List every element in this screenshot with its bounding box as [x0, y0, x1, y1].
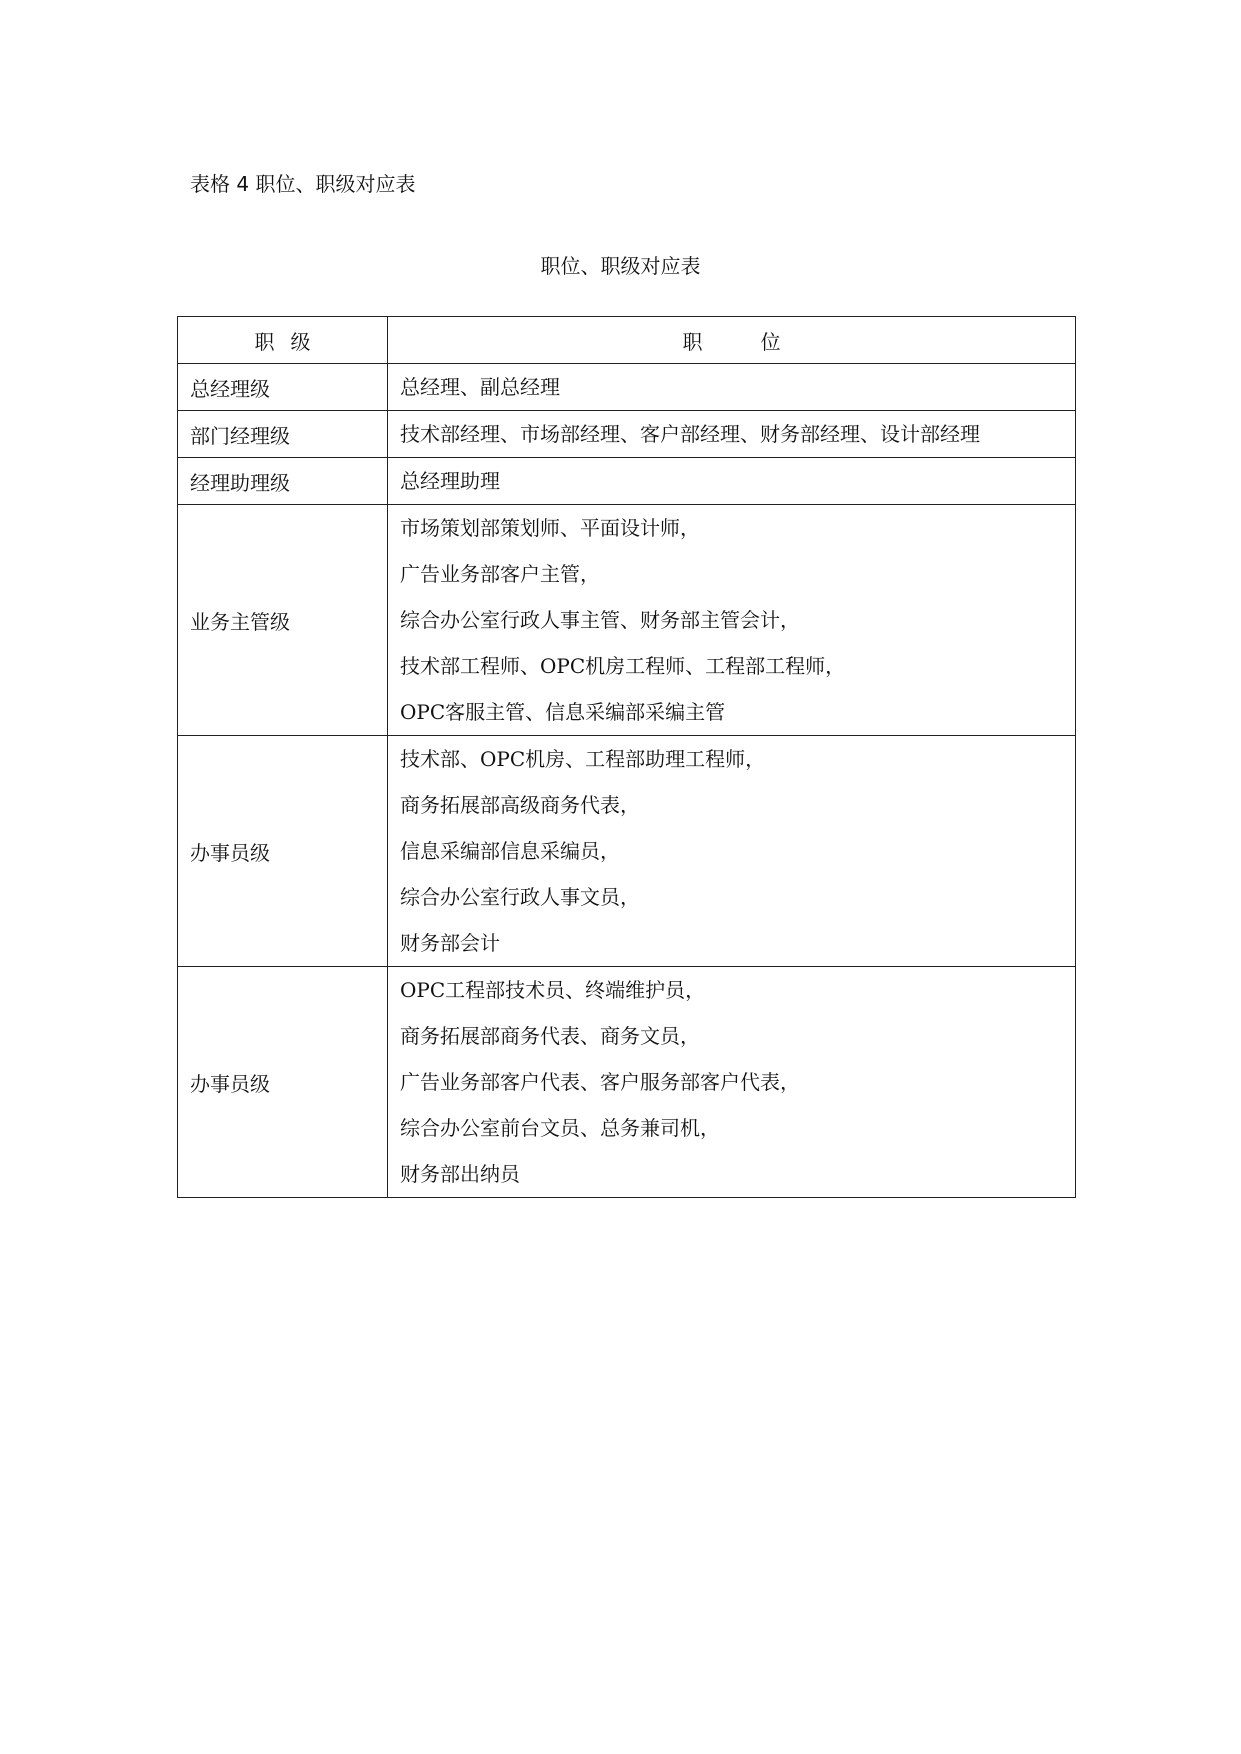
position-line: 市场策划部策划师、平面设计师， — [400, 516, 700, 540]
grade-cell: 业务主管级 — [178, 505, 388, 736]
header-position-char-1: 职 — [682, 329, 703, 354]
grade-cell: 总经理级 — [178, 364, 388, 411]
positions-cell — [388, 364, 1076, 411]
table-header-row — [178, 317, 1076, 364]
grade-position-table — [177, 316, 1076, 1198]
table-caption: 表格 4 职位、职级对应表 — [190, 172, 416, 196]
header-position — [388, 317, 1076, 364]
position-line: 商务拓展部高级商务代表， — [400, 793, 640, 817]
position-line: 技术部经理、市场部经理、客户部经理、财务部经理、设计部经理 — [400, 422, 980, 446]
table-row — [178, 411, 1076, 458]
table-row — [178, 736, 1076, 967]
positions-cell — [388, 411, 1076, 458]
table-row — [178, 364, 1076, 411]
position-line: 广告业务部客户代表、客户服务部客户代表， — [400, 1070, 800, 1094]
table-row — [178, 505, 1076, 736]
grade-cell: 经理助理级 — [178, 458, 388, 505]
positions-cell — [388, 505, 1076, 736]
grade-cell: 办事员级 — [178, 736, 388, 967]
table-row — [178, 967, 1076, 1198]
table-title: 职位、职级对应表 — [540, 254, 701, 278]
position-line: OPC客服主管、信息采编部采编主管 — [400, 700, 726, 724]
position-line: 财务部出纳员 — [400, 1162, 520, 1186]
positions-cell — [388, 458, 1076, 505]
header-grade — [178, 317, 388, 364]
position-line: 综合办公室前台文员、总务兼司机， — [400, 1116, 720, 1140]
position-line: 总经理助理 — [400, 469, 500, 493]
position-line: 总经理、副总经理 — [400, 375, 560, 399]
position-line: 广告业务部客户主管， — [400, 562, 600, 586]
table-row — [178, 458, 1076, 505]
position-line: OPC工程部技术员、终端维护员， — [400, 978, 706, 1002]
position-line: 信息采编部信息采编员， — [400, 839, 620, 863]
header-grade-char-1: 职 — [254, 329, 275, 354]
position-line: 技术部工程师、OPC机房工程师、工程部工程师， — [400, 654, 846, 678]
positions-cell — [388, 967, 1076, 1198]
positions-cell — [388, 736, 1076, 967]
grade-cell: 办事员级 — [178, 967, 388, 1198]
position-line: 技术部、OPC机房、工程部助理工程师， — [400, 747, 766, 771]
grade-cell: 部门经理级 — [178, 411, 388, 458]
position-line: 综合办公室行政人事文员， — [400, 885, 640, 909]
position-line: 综合办公室行政人事主管、财务部主管会计， — [400, 608, 800, 632]
position-line: 财务部会计 — [400, 931, 500, 955]
header-position-char-2: 位 — [760, 329, 781, 354]
position-line: 商务拓展部商务代表、商务文员， — [400, 1024, 700, 1048]
header-grade-char-2: 级 — [290, 329, 311, 354]
